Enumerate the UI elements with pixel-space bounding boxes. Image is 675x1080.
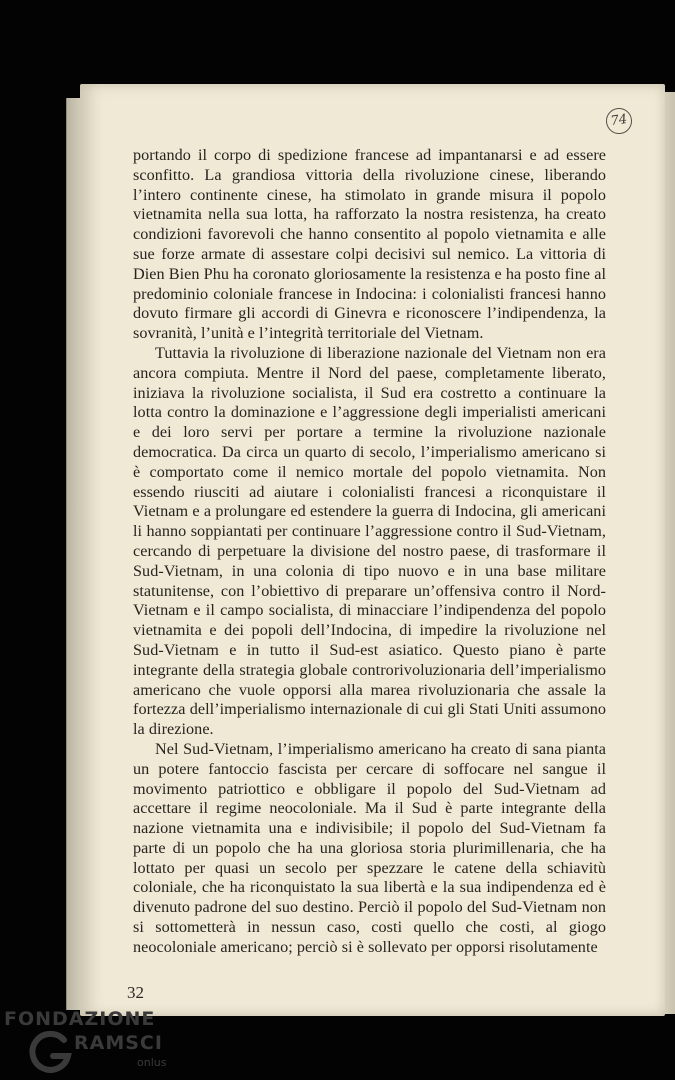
handwritten-folio-mark: 74 bbox=[604, 106, 633, 135]
watermark-line-1: FONDAZIONE bbox=[4, 1008, 156, 1030]
fondazione-gramsci-watermark bbox=[4, 1008, 194, 1078]
paragraph-2: Tuttavia la rivoluzione di liberazione nazionale del Vietnam non era ancora compiuta. Mentre il Nord del paese, completamente liberato, iniziava la rivoluzione socialista, il Sud era costretto a continuare la lotta contro la dominazione e l’aggressione degli imperialisti americani e dei loro servi per portare a termine la rivoluzione nazionale democratica. Da circa un quarto di secolo, l’imperialismo americano si è comportato come il nemico mortale del popolo vietnamita. Non essendo riusciti ad aiutare i colonialisti francesi a riconquistare il Vietnam e a prolungare ed estendere la guerra di Indocina, gli americani li hanno soppiantati per continuare l’aggressione contro il Sud-Vietnam, cercando di perpetuare la divisione del nostro paese, di trasformare il Sud-Vietnam, in una colonia di tipo nuovo e in una base militare statunitense, con l’obiettivo di preparare un’offensiva contro il Nord-Vietnam e il campo socialista, di minacciare l’indipendenza del popolo vietnamita e dei popoli dell’Indocina, di impedire la rivoluzione nel Sud-Vietnam e in tutto il Sud-est asiatico. Questo piano è parte integrante della strategia globale controrivoluzionaria dell’imperialismo americano che vuole opporsi alla marea rivoluzionaria che assale la fortezza dell’imperialismo internazionale di cui gli Stati Uniti assumono la direzione. bbox=[133, 343, 606, 739]
gramsci-g-logo-icon bbox=[28, 1030, 74, 1076]
page-number: 32 bbox=[127, 983, 144, 1002]
body-text bbox=[133, 146, 606, 958]
watermark-line-2: RAMSCI bbox=[74, 1032, 163, 1054]
paragraph-1: portando il corpo di spedizione francese ad impantanarsi e ad essere sconfitto. La grandiosa vittoria della rivoluzione cinese, liberando l’intero continente cinese, ha stimolato in grande misura il popolo vietnamita nella sua lotta, ha rafforzato la nostra resistenza, ha creato condizioni favorevoli che hanno consentito al popolo vietnamita e alle sue forze armate di assestare colpi decisivi sul nemico. La vittoria di Dien Bien Phu ha coronato gloriosamente la resistenza e ha posto fine al predominio coloniale francese in Indocina: i colonialisti francesi hanno dovuto firmare gli accordi di Ginevra e riconoscere l’indipendenza, la sovranità, l’unità e l’integrità territoriale del Vietnam. bbox=[133, 146, 606, 343]
paragraph-3: Nel Sud-Vietnam, l’imperialismo americano ha creato di sana pianta un potere fantoccio fascista per cercare di soffocare nel sangue il movimento patriottico e obbligare il popolo del Sud-Vietnam ad accettare il regime neocoloniale. Ma il Sud è parte integrante della nazione vietnamita una e indivisibile; il popolo del Sud-Vietnam fa parte di un popolo che ha una gloriosa storia plurimillenaria, che ha lottato per quasi un secolo per spezzare le catene della schiavitù coloniale, che ha riconquistato la sua libertà e la sua indipendenza ed è divenuto padrone del suo destino. Perciò il popolo del Sud-Vietnam non si sottometterà in nessun caso, costi quello che costi, al giogo neocoloniale americano; perciò si è sollevato per opporsi risolutamente bbox=[133, 739, 606, 956]
watermark-line-3: onlus bbox=[137, 1056, 167, 1069]
